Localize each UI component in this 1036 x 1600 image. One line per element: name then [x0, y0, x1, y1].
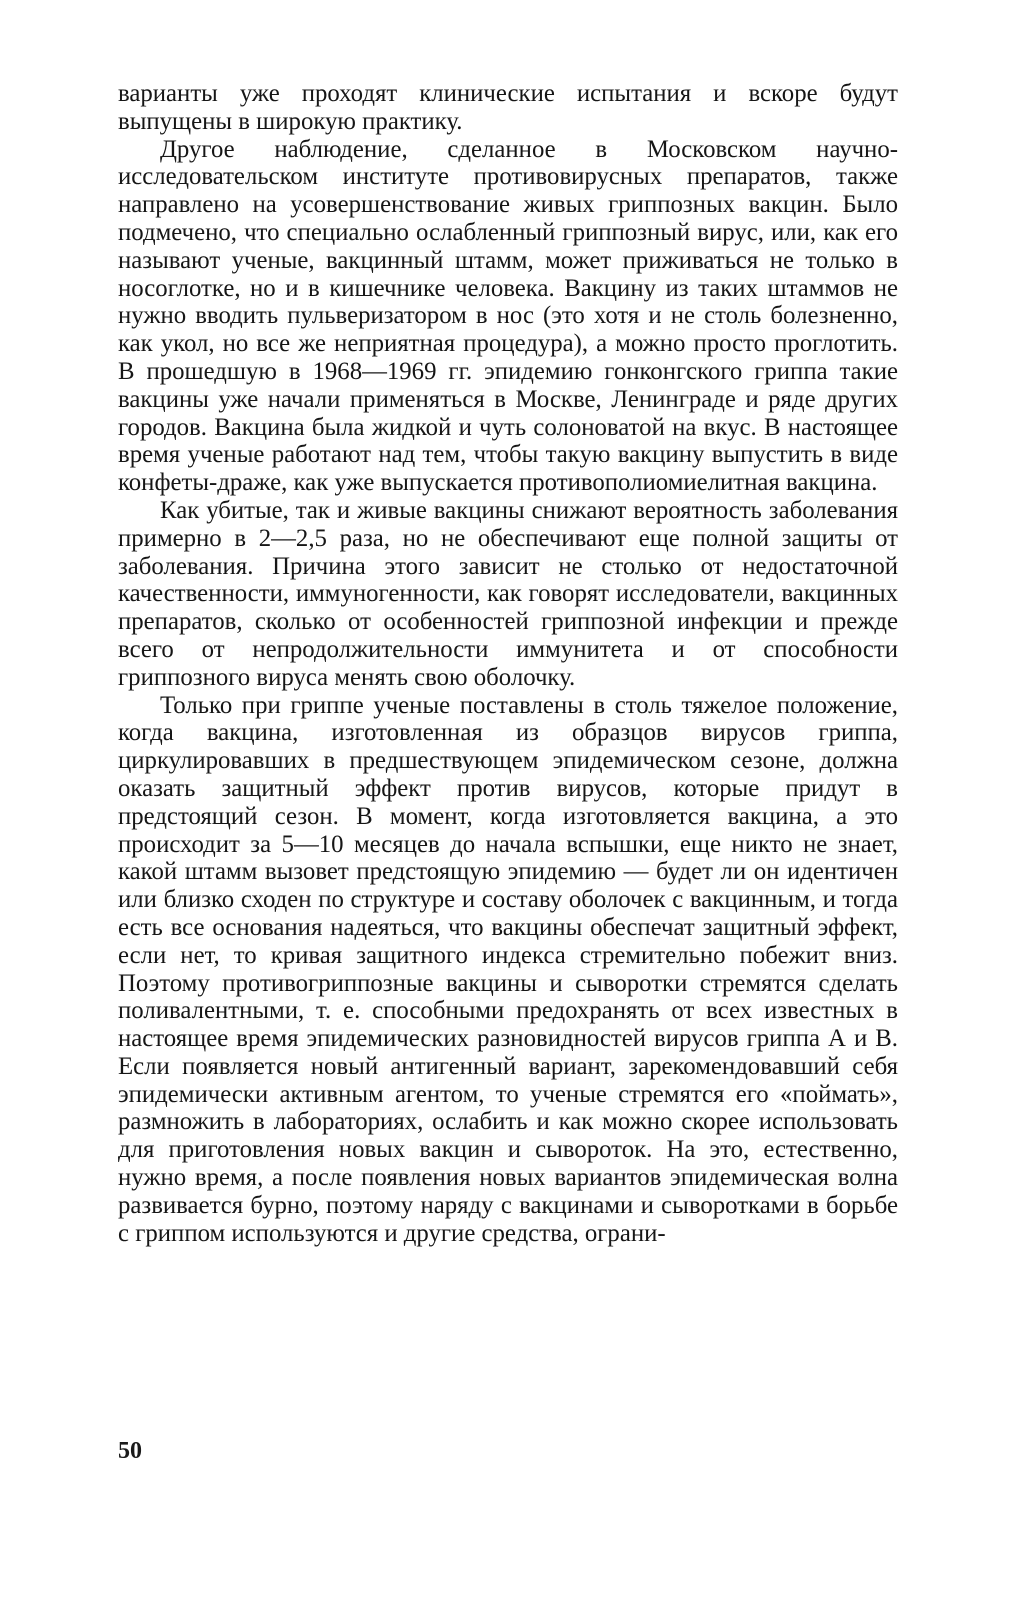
paragraph: варианты уже проходят клинические испытания и вскоре будут выпущены в широкую практику. — [118, 80, 898, 135]
page-number: 50 — [118, 1438, 142, 1464]
paragraph: Только при гриппе ученые поставлены в столь тяжелое положение, когда вакцина, изготовленная из образцов вирусов гриппа, циркулировавших в предшествующем эпидемическом сезоне, должна оказать защитный эффект против вирусов, которые придут в предстоящий сезон. В момент, когда изготовляется вакцина, а это происходит за 5—10 месяцев до начала вспышки, еще никто не знает, какой штамм вызовет предстоящую эпидемию — будет ли он идентичен или близко сходен по структуре и составу оболочек с вакцинным, и тогда есть все основания надеяться, что вакцины обеспечат защитный эффект, если нет, то кривая защитного индекса стремительно побежит вниз. Поэтому противогриппозные вакцины и сыворотки стремятся сделать поливалентными, т. е. способными предохранять от всех известных в настоящее время эпидемических разновидностей вирусов гриппа А и В. Если появляется новый антигенный вариант, зарекомендовавший себя эпидемически активным агентом, то ученые стремятся его «поймать», размножить в лабораториях, ослабить и как можно скорее использовать для приготовления новых вакцин и сывороток. На это, естественно, нужно время, а после появления новых вариантов эпидемическая волна развивается бурно, поэтому наряду с вакцинами и сыворотками в борьбе с гриппом используются и другие средства, ограни- — [118, 691, 898, 1247]
paragraph: Другое наблюдение, сделанное в Московском научно-исследовательском институте противовирусных препаратов, также направлено на усовершенствование живых гриппозных вакцин. Было подмечено, что специально ослабленный гриппозный вирус, или, как его называют ученые, вакцинный штамм, может приживаться не только в носоглотке, но и в кишечнике человека. Вакцину из таких штаммов не нужно вводить пульверизатором в нос (это хотя и не столь болезненно, как укол, но все же неприятная процедура), а можно просто проглотить. В прошедшую в 1968—1969 гг. эпидемию гонконгского гриппа такие вакцины уже начали применяться в Москве, Ленинграде и ряде других городов. Вакцина была жидкой и чуть солоноватой на вкус. В настоящее время ученые работают над тем, чтобы такую вакцину выпустить в виде конфеты-драже, как уже выпускается противополиомиелитная вакцина. — [118, 135, 898, 497]
page-body — [118, 80, 898, 1247]
paragraph: Как убитые, так и живые вакцины снижают вероятность заболевания примерно в 2—2,5 раза, но не обеспечивают еще полной защиты от заболевания. Причина этого зависит не столько от недостаточной качественности, иммуногенности, как говорят исследователи, вакцинных препаратов, сколько от особенностей гриппозной инфекции и прежде всего от непродолжительности иммунитета и от способности гриппозного вируса менять свою оболочку. — [118, 496, 898, 691]
